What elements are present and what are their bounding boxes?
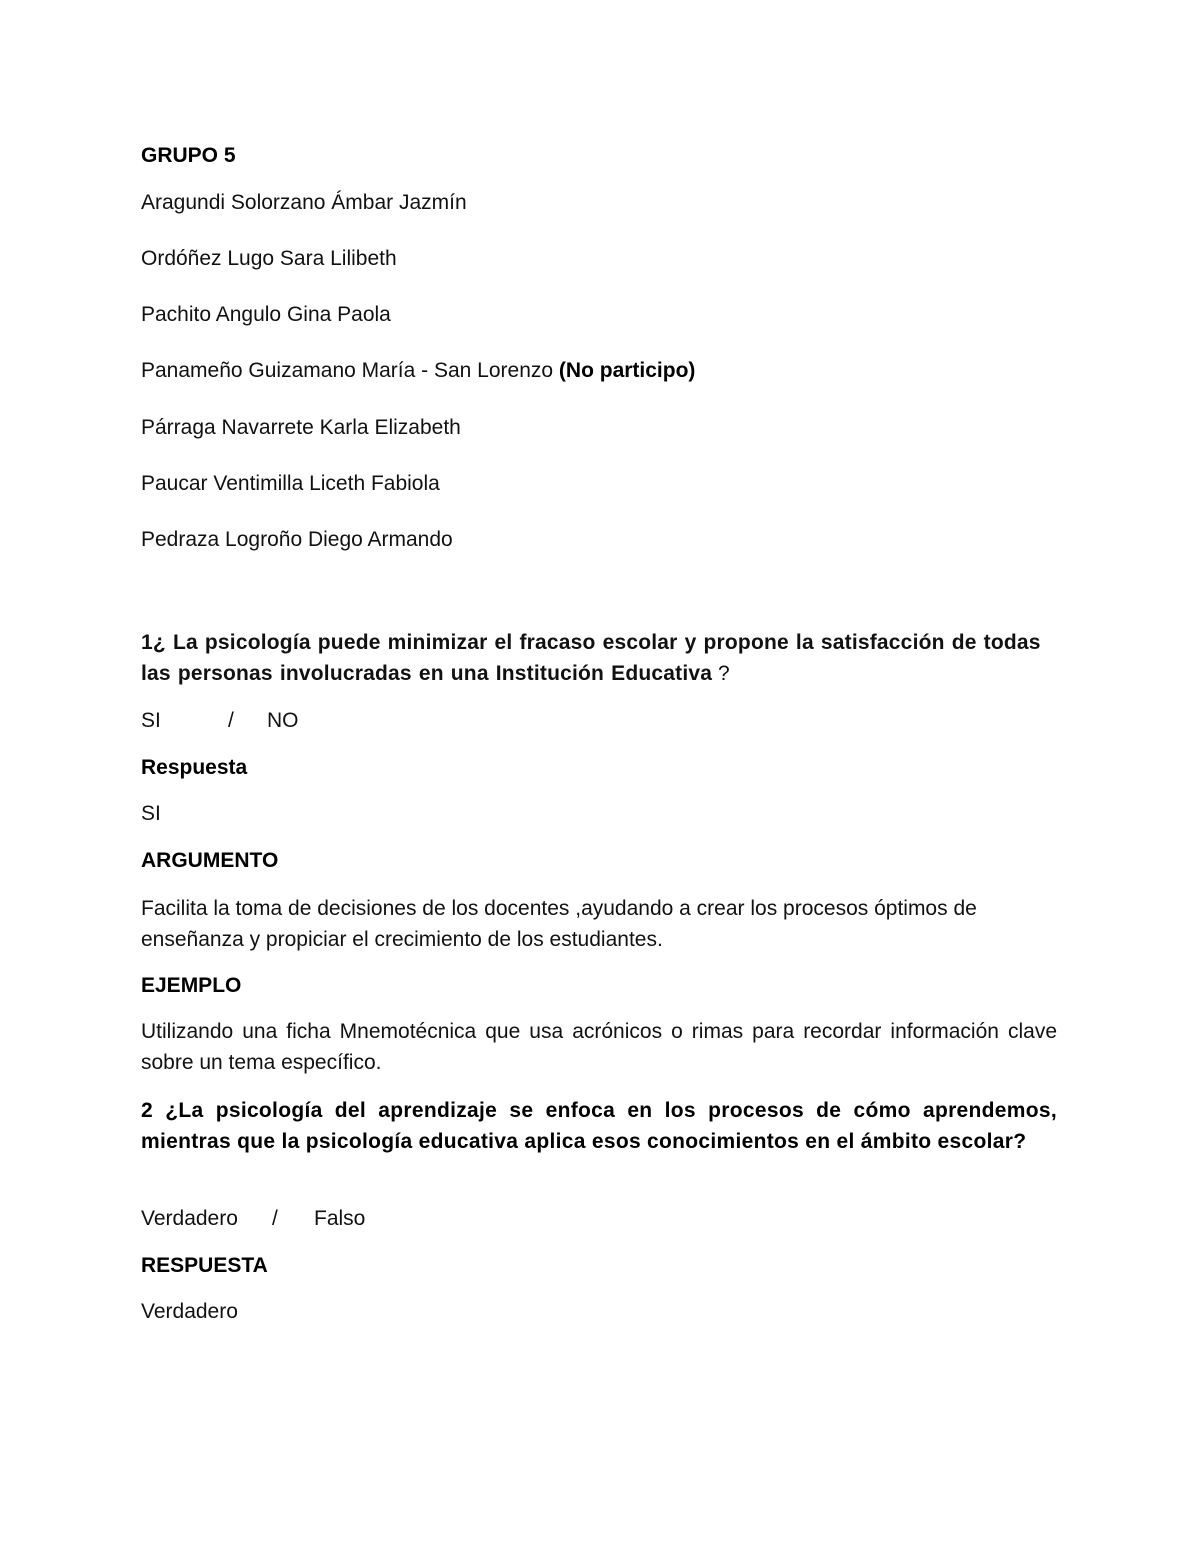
member-3: Pachito Angulo Gina Paola [141, 303, 391, 326]
member-4 [141, 355, 695, 386]
question-2-options [141, 1203, 365, 1234]
member-4-note: (No participo) [558, 359, 696, 382]
question-1-text: 1¿ La psicología puede minimizar el fracaso escolar y propone la satisfacción de todas las personas involucradas en una Institución Educativa [141, 631, 1041, 685]
q1-answer-label: Respuesta [141, 756, 248, 779]
q1-example-label: EJEMPLO [141, 974, 242, 997]
question-1 [141, 627, 1057, 689]
member-1: Aragundi Solorzano Ámbar Jazmín [141, 191, 467, 214]
q1-option-si: SI [141, 709, 161, 732]
q1-option-no: NO [267, 709, 299, 732]
q2-option-verdadero: Verdadero [141, 1207, 238, 1230]
member-2: Ordóñez Lugo Sara Lilibeth [141, 247, 397, 270]
q1-argument: Facilita la toma de decisiones de los docentes ,ayudando a crear los procesos óptimos de enseñanza y propiciar el crecimiento de los estudiantes. [141, 897, 977, 951]
q2-option-separator: / [272, 1207, 278, 1230]
q1-answer: SI [141, 802, 161, 825]
q1-example: Utilizando una ficha Mnemotécnica que usa acrónicos o rimas para recordar información clave sobre un tema específico. [141, 1020, 1057, 1074]
member-4-name: Panameño Guizamano María - San Lorenzo [141, 359, 554, 382]
member-5: Párraga Navarrete Karla Elizabeth [141, 416, 461, 439]
q2-answer-label: RESPUESTA [141, 1254, 268, 1277]
member-6: Paucar Ventimilla Liceth Fabiola [141, 472, 440, 495]
question-1-mark: ? [712, 662, 730, 685]
question-1-options [141, 705, 299, 736]
question-2: 2 ¿La psicología del aprendizaje se enfoca en los procesos de cómo aprendemos, mientras que la psicología educativa aplica esos conocimientos en el ámbito escolar? [141, 1099, 1057, 1153]
member-7: Pedraza Logroño Diego Armando [141, 528, 453, 551]
q2-option-falso: Falso [314, 1207, 366, 1230]
q2-answer: Verdadero [141, 1300, 238, 1323]
q1-argument-label: ARGUMENTO [141, 849, 279, 872]
group-title: GRUPO 5 [141, 144, 236, 167]
q1-option-separator: / [228, 709, 234, 732]
